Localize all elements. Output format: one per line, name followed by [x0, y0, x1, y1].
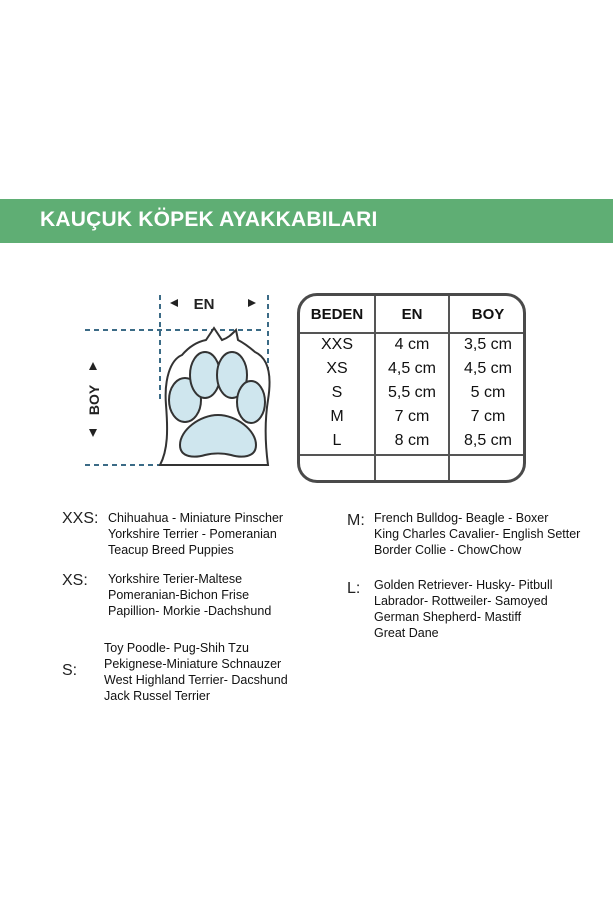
table-cell-en: 8 cm: [394, 432, 430, 449]
breed-line: Jack Russel Terrier: [104, 689, 211, 703]
breed-label-l: L:: [347, 580, 361, 597]
breed-line: Labrador- Rottweiler- Samoyed: [374, 594, 548, 608]
table-cell-size: L: [332, 432, 342, 449]
table-header-boy: BOY: [471, 306, 505, 323]
breed-line: Golden Retriever- Husky- Pitbull: [374, 578, 553, 592]
breed-line: German Shepherd- Mastiff: [374, 610, 522, 624]
table-cell-boy: 3,5 cm: [463, 336, 512, 353]
table-cell-boy: 4,5 cm: [463, 360, 512, 377]
breed-label-m: M:: [347, 512, 365, 529]
paw-illustration: [0, 280, 300, 500]
breed-label-s: S:: [62, 662, 78, 679]
breed-line: Chihuahua - Miniature Pinscher: [108, 511, 284, 525]
breed-line: Yorkshire Terier-Maltese: [108, 572, 243, 586]
breed-line: French Bulldog- Beagle - Boxer: [374, 511, 549, 525]
table-cell-size: M: [330, 408, 344, 425]
en-arrow-left-icon: [170, 299, 178, 307]
breed-line: Toy Poodle- Pug-Shih Tzu: [104, 641, 249, 655]
breed-line: Great Dane: [374, 626, 439, 640]
breed-line: Border Collie - ChowChow: [374, 543, 522, 557]
breed-label-xxs: XXS:: [62, 510, 99, 527]
breed-line: Pomeranian-Bichon Frise: [108, 588, 250, 602]
boy-arrow-up-icon: [89, 362, 97, 370]
table-divider: [300, 454, 526, 456]
table-cell-boy: 7 cm: [470, 408, 506, 425]
table-cell-size: XXS: [320, 336, 353, 353]
table-cell-en: 7 cm: [394, 408, 430, 425]
breed-line: King Charles Cavalier- English Setter: [374, 527, 581, 541]
page-title: KAUÇUK KÖPEK AYAKKABILARI: [40, 208, 378, 231]
size-table: [297, 293, 526, 483]
table-cell-en: 4,5 cm: [387, 360, 436, 377]
boy-label: BOY: [86, 384, 102, 416]
table-cell-en: 4 cm: [394, 336, 430, 353]
en-label: EN: [193, 296, 215, 313]
table-divider: [300, 332, 526, 334]
table-cell-boy: 5 cm: [470, 384, 506, 401]
table-cell-size: XS: [326, 360, 348, 377]
breed-label-xs: XS:: [62, 572, 88, 589]
breed-line: Yorkshire Terrier - Pomeranian: [108, 527, 277, 541]
breed-list-m: [374, 510, 580, 558]
table-cell-boy: 8,5 cm: [463, 432, 512, 449]
table-cell-size: S: [331, 384, 343, 401]
breed-line: Pekignese-Miniature Schnauzer: [104, 657, 282, 671]
table-header-beden: BEDEN: [310, 306, 364, 323]
breed-line: Papillion- Morkie -Dachshund: [108, 604, 272, 618]
breed-line: Teacup Breed Puppies: [108, 543, 234, 557]
breed-list-xs: [108, 571, 271, 619]
breed-list-xxs: [108, 510, 283, 558]
en-arrow-right-icon: [248, 299, 256, 307]
breed-line: West Highland Terrier- Dacshund: [104, 673, 288, 687]
boy-arrow-down-icon: [89, 429, 97, 437]
table-cell-en: 5,5 cm: [387, 384, 436, 401]
header-banner: [0, 199, 613, 243]
breed-list-l: [374, 577, 553, 641]
breed-list-s: [104, 640, 288, 704]
table-header-en: EN: [401, 306, 423, 323]
